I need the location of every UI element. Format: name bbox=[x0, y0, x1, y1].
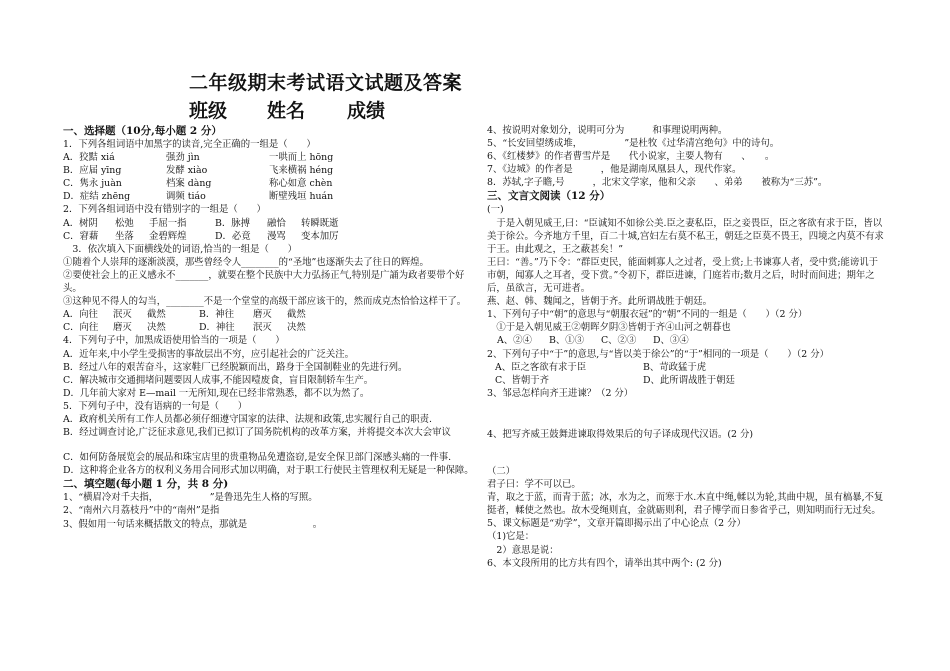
reading-question-4: 4、把写齐威王鼓舞进谏取得效果后的句子译成现代汉语。(2 分) bbox=[487, 428, 753, 440]
option-text: 发酵 xiào bbox=[166, 165, 208, 177]
right-column bbox=[487, 124, 887, 570]
option-text: 漫骂 bbox=[267, 230, 286, 242]
question-2: 2．下列各组词语中没有错别字的一组是（ ） bbox=[63, 204, 266, 216]
option-text: 决然 bbox=[287, 322, 306, 334]
section-choice-heading: 一、选择题（10分,每小题 2 分） bbox=[63, 125, 222, 137]
reading-question-3: 3、邹忌怎样向齐王进谏？（2 分） bbox=[487, 387, 634, 399]
section-fill-heading: 二、填空题(每小题 1 分，共 8 分) bbox=[63, 478, 229, 491]
passage-2-label: （二） bbox=[487, 465, 516, 477]
option-text: B．神往 bbox=[199, 309, 235, 321]
reading-question-1: 1、下列句子中“朝”的意思与“朝服衣冠”的“朝”不同的一组是（ ）（2 分） bbox=[487, 309, 808, 321]
option-text: 坐落 bbox=[115, 230, 134, 242]
page-title: 二年级期末考试语文试题及答案 bbox=[189, 72, 463, 94]
fill-8: 8．苏轼,字子瞻,号 ，北宋文学家，他和父亲 、弟弟 被称为“三苏”。 bbox=[487, 177, 828, 189]
option-text: 磨灭 bbox=[253, 309, 272, 321]
q4-option-b: B．经过八年的艰苦奋斗，这家鞋厂已经脱颖而出，路身于全国制鞋业的先进行列。 bbox=[63, 361, 408, 373]
option-text: C、皆朝于齐 bbox=[495, 374, 550, 386]
q3-options-cd bbox=[63, 321, 475, 334]
class-label: 班级 bbox=[189, 100, 228, 122]
rq1-sentences: ①于是入朝见威王②朝晖夕阴③皆朝于齐④山河之朝暮也 bbox=[487, 322, 731, 334]
option-text: 称心如意 chèn bbox=[269, 178, 333, 190]
option-text: 泯灭 bbox=[253, 322, 272, 334]
passage-1-para-1: 于是入朝见威王,曰：“臣诚知不如徐公美.臣之妻私臣，臣之妾畏臣，臣之客欲有求于臣，皆以美于徐公。今齐地方千里，百二十城,宫妇左右莫不私王，朝廷之臣莫不畏王，四境之内莫不有求于王。由此观之，王之蔽甚矣！” bbox=[487, 217, 884, 255]
rq1-options bbox=[487, 334, 887, 347]
q5-option-b: B．经过调查讨论,广泛征求意见,我们已拟订了国务院机构的改革方案，并将提交本次大会审议 bbox=[63, 427, 451, 439]
option-text: B．脉搏 bbox=[215, 217, 251, 229]
fill-1: 1、“横眉冷对千夫指， ”是鲁迅先生人格的写照。 bbox=[63, 492, 318, 504]
question-5: 5．下列句子中，没有语病的一句是（ ） bbox=[63, 400, 248, 412]
q5-option-d: D．这种将企业各方的权利义务用合同形式加以明确，对于职工行使民主管理权利无疑是一种保障。 bbox=[63, 465, 474, 477]
option-text: D、③④ bbox=[653, 335, 689, 347]
question-4: 4．下列句子中，加黑成语使用恰当的一项是（ ） bbox=[63, 335, 285, 347]
fill-6: 6、《红楼梦》的作者曹雪芹是 代小说家，主要人物有 、 。 bbox=[487, 151, 775, 163]
option-text: 一哄而上 hōng bbox=[269, 152, 334, 164]
option-text: 磨灭 bbox=[113, 322, 132, 334]
fill-3: 3、假如用一句话来概括散文的特点，那就是 。 bbox=[63, 518, 323, 530]
option-text: 松弛 bbox=[115, 217, 134, 229]
option-text: 截然 bbox=[147, 309, 166, 321]
option-text: 档案 dàng bbox=[166, 178, 212, 190]
rq2-options-ab bbox=[487, 361, 887, 374]
passage-2-para-1: 君子曰：学不可以已。 bbox=[487, 479, 581, 491]
section-classical-heading: 三、文言文阅读（12 分） bbox=[487, 190, 611, 203]
option-text: C．向往 bbox=[63, 322, 99, 334]
option-text: 飞来横祸 héng bbox=[269, 165, 334, 177]
option-text: C．隽永 juàn bbox=[63, 178, 122, 190]
option-text: 调频 tiáo bbox=[166, 191, 206, 203]
q5-option-c: C．如何防备展览会的展品和珠宝店里的贵重物品免遭盗窃,是安全保卫部门深感头痛的一件事. bbox=[63, 452, 452, 464]
option-text: 强劲 jìn bbox=[166, 152, 200, 164]
q4-option-a: A．近年来,中小学生受损害的事故层出不穷，应引起社会的广泛关注。 bbox=[63, 348, 355, 360]
q1-option-b bbox=[63, 164, 475, 177]
option-text: A．向往 bbox=[63, 309, 98, 321]
left-column bbox=[63, 124, 475, 531]
option-text: B．应届 yīng bbox=[63, 165, 122, 177]
q2-options-cd bbox=[63, 230, 475, 243]
option-text: A、臣之客欲有求于臣 bbox=[495, 361, 587, 373]
q3-sentence-3: ③这种见不得人的勾当，________不是一个堂堂的高级干部应该干的，然而成克杰恰恰这样干了。 bbox=[63, 296, 467, 308]
header bbox=[189, 70, 462, 124]
reading-question-2: 2、下列句子中“于”的意思,与“皆以美于徐公”的“于”相同的一项是（ ）（2 分） bbox=[487, 348, 829, 360]
option-text: 决然 bbox=[147, 322, 166, 334]
option-text: B、苛政猛于虎 bbox=[643, 361, 707, 373]
question-1: 1．下列各组词语中加黑字的读音,完全正确的一组是（ ） bbox=[63, 139, 316, 150]
q1-option-c bbox=[63, 177, 475, 190]
passage-1-para-2: 王曰：“善。”乃下令：“群臣吏民，能面刺寡人之过者，受上赏;上书谏寡人者，受中赏;能谤讥于市朝，闻寡人之耳者，受下赏。”令初下，群臣进谏，门庭若市;数月之后，时时而间进；期年之后，虽欲言，无可进者。 bbox=[487, 256, 879, 295]
fill-7: 7、《边城》的作者是 ，他是湖南凤凰县人，现代作家。 bbox=[487, 164, 742, 176]
passage-1-para-3: 燕、赵、韩、魏闻之，皆朝于齐。此所谓战胜于朝廷。 bbox=[487, 296, 713, 308]
reading-question-6: 6、本文段所用的比方共有四个，请举出其中两个: (2 分) bbox=[487, 557, 722, 569]
q3-sentence-2: ②要使社会上的正义感永不_______，就要在整个民族中大力弘扬正气,特别是广誦为政者要带个好头。 bbox=[63, 269, 465, 295]
q3-options-ab bbox=[63, 308, 475, 321]
option-text: D．症结 zhēng bbox=[63, 191, 131, 203]
q3-sentence-1: ①随着个人崇拜的逐渐淡漠，那些曾经令人________的“圣地”也逐渐失去了往日的辉煌。 bbox=[63, 256, 429, 268]
rq5-part-1: （1)它是： bbox=[487, 531, 535, 543]
option-text: A．狡黠 xiá bbox=[63, 152, 115, 164]
passage-1-label: (一) bbox=[487, 204, 504, 216]
option-text: C、②③ bbox=[601, 335, 637, 347]
passage-2-para-2: 青，取之于蓝，而青于蓝；冰，水为之，而寒于水.木直中绳,輮以为轮,其曲中规，虽有槁暴,不复挺者，輮使之然也。故木受绳则直，金就砺则利，君子博学而日参省乎己，则知明而行无过矣。 bbox=[487, 492, 884, 517]
q1-option-a bbox=[63, 151, 475, 164]
fill-2: 2、“南州六月荔枝丹”中的“南州”是指 bbox=[63, 505, 220, 517]
option-text: A．树阴 bbox=[63, 217, 98, 229]
q4-option-d: D．几年前大家对 E—mail 一无所知,现在已经非常熟悉，都不以为然了。 bbox=[63, 387, 370, 399]
option-text: A、②④ bbox=[497, 335, 532, 347]
question-3: 3．依次填入下面横线处的词语,恰当的一组是（ ） bbox=[63, 243, 297, 255]
q1-option-d bbox=[63, 190, 475, 203]
option-text: 手屈一指 bbox=[149, 217, 187, 229]
option-text: 断壁残垣 huán bbox=[269, 191, 334, 203]
fill-5: 5、“长安回望绣成堆， ”是杜牧《过华清宫绝句》中的诗句。 bbox=[487, 138, 780, 150]
q2-options-ab bbox=[63, 217, 475, 230]
student-info-line bbox=[189, 98, 462, 124]
q5-option-a: A．政府机关所有工作人员都必须仔细遵守国家的法律、法规和政策,忠实履行自己的职责. bbox=[63, 413, 432, 425]
reading-question-5: 5、课文标题是“劝学”，文章开篇即揭示出了中心论点（2 分） bbox=[487, 518, 746, 530]
score-label: 成绩 bbox=[347, 100, 386, 122]
option-text: C．窘藉 bbox=[63, 230, 99, 242]
option-text: 转瞬既逝 bbox=[301, 217, 339, 229]
option-text: B、①③ bbox=[549, 335, 585, 347]
option-text: 金碧辉煌 bbox=[149, 230, 187, 242]
option-text: 融恰 bbox=[267, 217, 286, 229]
rq2-options-cd bbox=[487, 374, 887, 387]
option-text: 截然 bbox=[287, 309, 306, 321]
option-text: D．必竟 bbox=[215, 230, 251, 242]
name-label: 姓名 bbox=[267, 100, 306, 122]
q4-option-c: C．解决城市交通拥堵问题要因人成事,不能因噎废食，盲目限制轿车生产。 bbox=[63, 374, 374, 386]
fill-4: 4、按说明对象划分，说明可分为 和事理说明两种。 bbox=[487, 125, 728, 136]
option-text: D．神往 bbox=[199, 322, 235, 334]
option-text: 泯灭 bbox=[113, 309, 132, 321]
option-text: 变本加厉 bbox=[301, 230, 339, 242]
rq5-part-2: 2）意思是说： bbox=[487, 544, 559, 556]
option-text: D、此所谓战胜于朝廷 bbox=[643, 374, 735, 386]
